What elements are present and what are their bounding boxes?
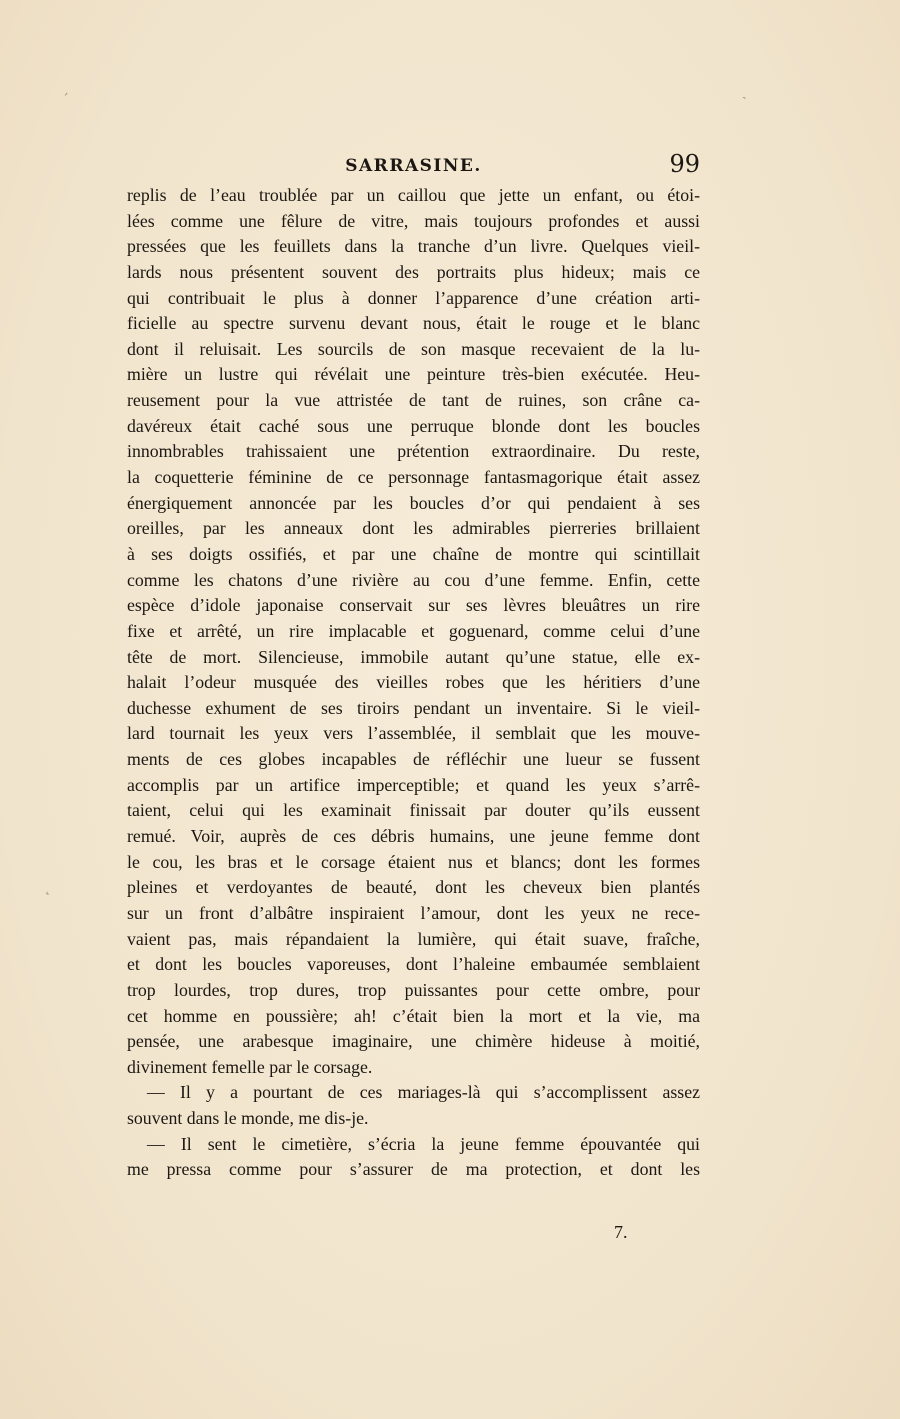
paper-speck: ˛ (44, 880, 51, 896)
text-line: reusement pour la vue attristée de tant de ruines, son crâne ca- (127, 390, 700, 411)
text-line: la coquetterie féminine de ce personnage fantasmagorique était assez (127, 467, 700, 488)
text-line: comme les chatons d’une rivière au cou d’une femme. Enfin, cette (127, 569, 700, 590)
text-line: — Il sent le cimetière, s’écria la jeune femme épouvantée qui (147, 1133, 700, 1154)
paper-speck: ´ (62, 92, 69, 108)
text-line: duchesse exhument de ses tiroirs pendant un inventaire. Si le vieil- (127, 697, 700, 718)
text-line: me pressa comme pour s’assurer de ma protection, et dont les (127, 1159, 700, 1180)
text-line: oreilles, par les anneaux dont les admirables pierreries brillaient (127, 518, 700, 539)
text-line: à ses doigts ossifiés, et par une chaîne de montre qui scintillait (127, 543, 700, 564)
text-line: — Il y a pourtant de ces mariages-là qui s’accomplissent assez (147, 1082, 700, 1103)
text-line: fixe et arrêté, un rire implacable et goguenard, comme celui d’une (127, 620, 700, 641)
text-line: tête de mort. Silencieuse, immobile autant qu’une statue, elle ex- (127, 646, 700, 667)
text-line: et dont les boucles vaporeuses, dont l’haleine embaumée semblaient (127, 954, 700, 975)
text-line: remué. Voir, auprès de ces débris humains, une jeune femme dont (127, 826, 700, 847)
running-title: SARRASINE. (345, 156, 482, 176)
text-line: le cou, les bras et le corsage étaient nus et blancs; dont les formes (127, 851, 700, 872)
page-header (127, 150, 700, 186)
text-line: dont il reluisait. Les sourcils de son masque recevaient de la lu- (127, 338, 700, 359)
text-line: vaient pas, mais répandaient la lumière, qui était suave, fraîche, (127, 928, 700, 949)
text-line: davéreux était caché sous une perruque blonde dont les boucles (127, 415, 700, 436)
text-line: divinement femelle par le corsage. (127, 1056, 373, 1077)
text-line: pleines et verdoyantes de beauté, dont les cheveux bien plantés (127, 877, 700, 898)
text-line: replis de l’eau troublée par un caillou que jette un enfant, ou étoi- (127, 185, 700, 205)
text-line: accomplis par un artifice imperceptible; et quand les yeux s’arrê- (127, 774, 700, 795)
text-line: sur un front d’albâtre inspiraient l’amour, dont les yeux ne rece- (127, 902, 700, 923)
text-line: innombrables trahissaient une prétention extraordinaire. Du reste, (127, 441, 700, 462)
page-number: 99 (669, 150, 700, 178)
text-line: ments de ces globes incapables de réfléchir une lueur se fussent (127, 749, 700, 770)
text-line: lards nous présentent souvent des portraits plus hideux; mais ce (127, 261, 700, 282)
text-line: halait l’odeur musquée des vieilles robes que les héritiers d’une (127, 672, 700, 693)
text-line: taient, celui qui les examinait finissait par douter qu’ils eussent (127, 800, 700, 821)
text-line: qui contribuait le plus à donner l’apparence d’une création arti- (127, 287, 700, 308)
text-line: énergiquement annoncée par les boucles d’or qui pendaient à ses (127, 492, 700, 513)
text-line: lées comme une fêlure de vitre, mais toujours profondes et aussi (127, 210, 700, 231)
text-line: pensée, une arabesque imaginaire, une chimère hideuse à moitié, (127, 1031, 700, 1052)
text-line: ficielle au spectre survenu devant nous, était le rouge et le blanc (127, 313, 700, 334)
paper-speck: ˏ (742, 84, 747, 100)
text-line: cet homme en poussière; ah! c’était bien la mort et la vie, ma (127, 1005, 700, 1026)
text-line: espèce d’idole japonaise conservait sur ses lèvres bleuâtres un rire (127, 595, 700, 616)
text-line: trop lourdes, trop dures, trop puissantes pour cette ombre, pour (127, 979, 700, 1000)
text-line: pressées que les feuillets dans la tranche d’un livre. Quelques vieil- (127, 236, 700, 257)
text-line: souvent dans le monde, me dis-je. (127, 1108, 369, 1129)
signature-mark: 7. (614, 1222, 628, 1242)
text-line: lard tournait les yeux vers l’assemblée, il semblait que les mouve- (127, 723, 700, 744)
body-text (127, 183, 700, 1183)
text-line: mière un lustre qui révélait une peinture très-bien exécutée. Heu- (127, 364, 700, 385)
